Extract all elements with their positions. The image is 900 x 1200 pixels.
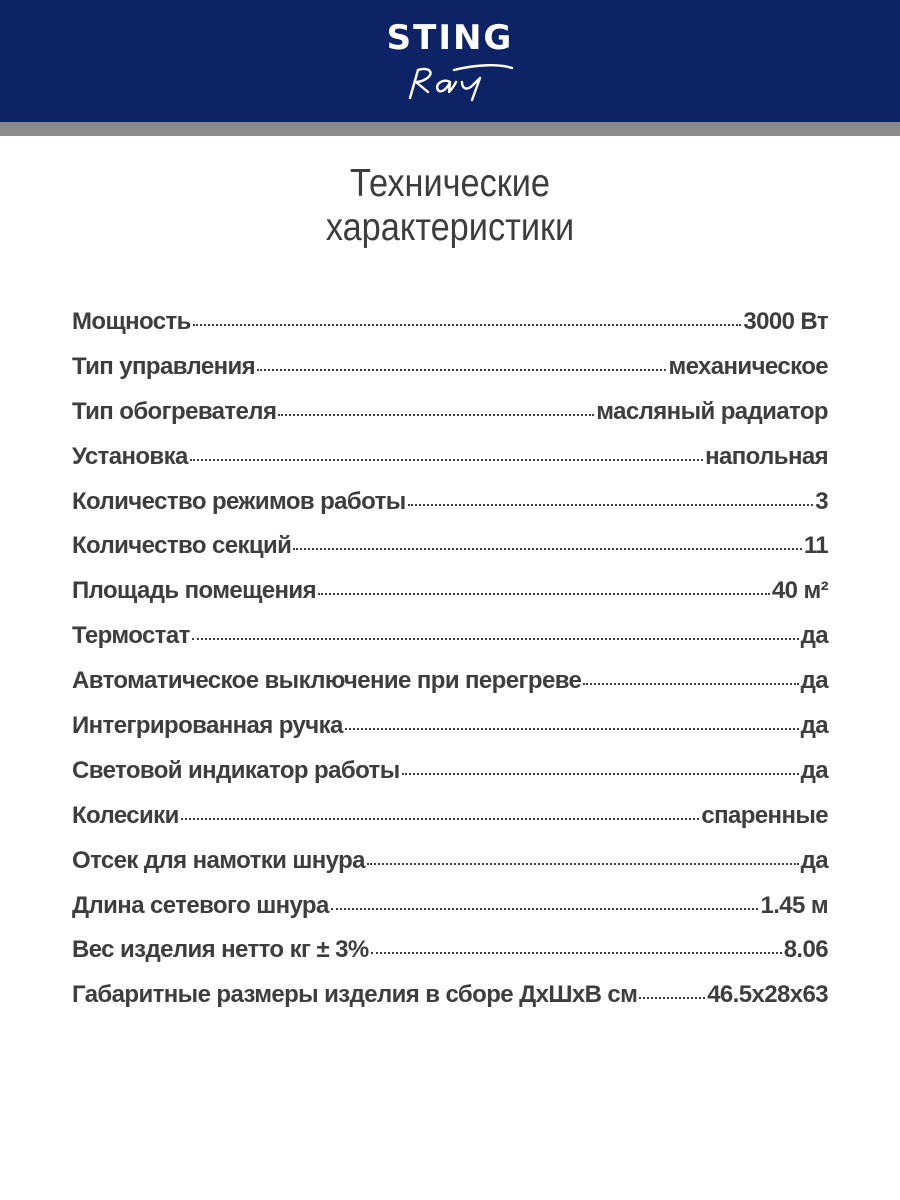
spec-label: Колесики xyxy=(72,801,179,829)
spec-value: механическое xyxy=(668,352,828,380)
spec-dot-leader xyxy=(371,952,782,954)
spec-value: 11 xyxy=(803,532,828,560)
brand-logo xyxy=(370,18,530,102)
spec-dot-leader xyxy=(257,369,666,371)
spec-dot-leader xyxy=(192,638,799,640)
spec-label: Интегрированная ручка xyxy=(72,712,343,740)
spec-row xyxy=(72,802,828,847)
spec-value: 1.45 м xyxy=(760,891,828,919)
spec-value: да xyxy=(800,756,828,784)
spec-value: да xyxy=(800,667,828,695)
spec-row xyxy=(72,577,828,622)
brand-header xyxy=(0,0,900,122)
spec-dot-leader xyxy=(278,414,594,416)
spec-dot-leader xyxy=(331,908,759,910)
spec-label: Автоматическое выключение при перегреве xyxy=(72,667,582,695)
spec-row xyxy=(72,308,828,353)
spec-value: спаренные xyxy=(701,801,828,829)
brand-logo-wordmark: STING xyxy=(386,18,514,58)
spec-value: да xyxy=(800,622,828,650)
spec-dot-leader xyxy=(181,818,700,820)
spec-value: 3000 Вт xyxy=(743,308,828,335)
spec-row xyxy=(72,892,828,937)
spec-dot-leader xyxy=(193,324,742,326)
spec-dot-leader xyxy=(293,548,802,550)
spec-row xyxy=(72,532,828,577)
page-title-line-1: Технические xyxy=(349,162,551,205)
spec-label: Мощность xyxy=(72,308,191,335)
spec-dot-leader xyxy=(408,504,814,506)
spec-row xyxy=(72,847,828,892)
spec-value: напольная xyxy=(705,442,828,470)
spec-row xyxy=(72,398,828,443)
spec-value: да xyxy=(800,712,828,740)
spec-value: 40 м² xyxy=(771,577,828,605)
spec-label: Вес изделия нетто кг ± 3% xyxy=(72,936,369,964)
spec-label: Тип управления xyxy=(72,352,256,380)
spec-dot-leader xyxy=(583,683,798,685)
spec-row xyxy=(72,936,828,981)
spec-row xyxy=(72,667,828,712)
spec-row xyxy=(72,443,828,488)
spec-label: Тип обогревателя xyxy=(72,397,277,425)
spec-label: Количество секций xyxy=(72,532,292,560)
spec-dot-leader xyxy=(639,997,705,999)
spec-value: 8.06 xyxy=(783,936,828,964)
spec-label: Габаритные размеры изделия в сборе ДхШхВ см xyxy=(72,981,638,1009)
spec-row xyxy=(72,712,828,757)
spec-list xyxy=(72,308,828,1026)
spec-dot-leader xyxy=(318,593,770,595)
spec-dot-leader xyxy=(367,863,799,865)
header-divider-stripe xyxy=(0,122,900,136)
spec-label: Длина сетевого шнура xyxy=(72,891,329,919)
spec-value: 46.5x28x63 xyxy=(707,981,828,1009)
spec-label: Термостат xyxy=(72,622,190,650)
spec-label: Отсек для намотки шнура xyxy=(72,846,365,874)
spec-label: Количество режимов работы xyxy=(72,487,406,515)
spec-row xyxy=(72,488,828,533)
spec-value: да xyxy=(800,846,828,874)
spec-row xyxy=(72,757,828,802)
spec-dot-leader xyxy=(190,459,703,461)
spec-label: Установка xyxy=(72,442,188,470)
brand-logo-script xyxy=(388,58,518,102)
spec-value: 3 xyxy=(815,487,828,515)
page-title xyxy=(54,162,846,250)
spec-row xyxy=(72,981,828,1026)
spec-dot-leader xyxy=(402,773,799,775)
spec-row xyxy=(72,353,828,398)
spec-dot-leader xyxy=(345,728,799,730)
spec-row xyxy=(72,622,828,667)
spec-label: Площадь помещения xyxy=(72,577,316,605)
page-title-line-2: характеристики xyxy=(325,206,575,249)
spec-label: Световой индикатор работы xyxy=(72,756,400,784)
spec-value: масляный радиатор xyxy=(596,397,828,425)
